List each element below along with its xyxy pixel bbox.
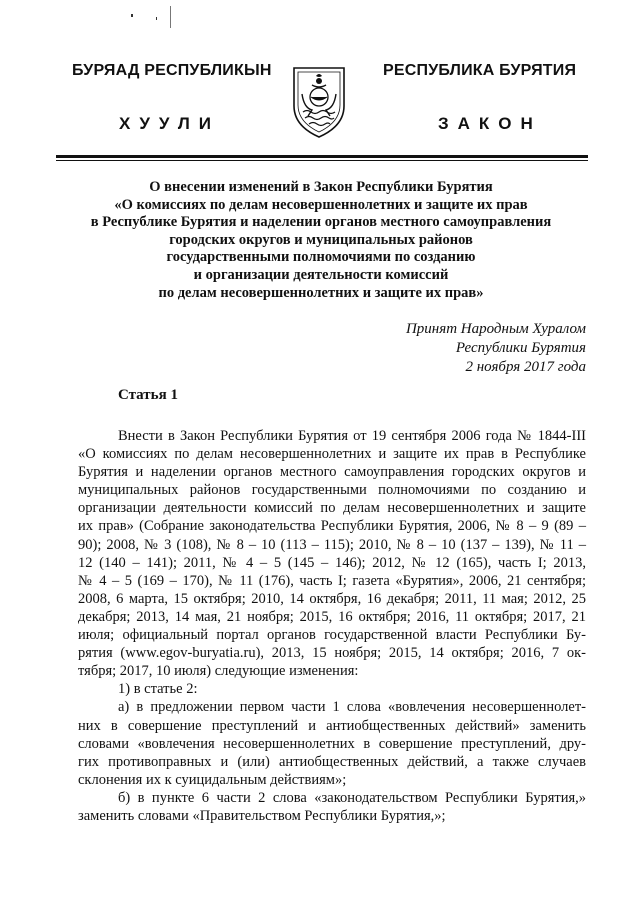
title-line: О внесении изменений в Закон Республики Бурятия [149,179,493,195]
coat-of-arms-icon [290,64,348,140]
body-line: б) в пункте 6 части 2 слова «законодательством Республики Бурятия,» [118,789,586,806]
adoption-line: 2 ноября 2017 года [465,359,586,375]
body-line: «О комиссиях по делам несовершеннолетних и защите их прав в Республике [78,446,586,463]
body-line: рятия (www.egov-buryatia.ru), 2013, 15 ноября; 2015, 14 октября; 2016, 7 ок- [78,645,586,662]
header-right-subtitle: ЗАКОН [438,114,542,133]
body-line: Внести в Закон Республики Бурятия от 19 сентября 2006 года № 1844-III [118,428,586,444]
body-line: организации деятельности комиссий по делам несовершеннолетних и защите [78,500,586,517]
title-line: и организации деятельности комиссий [193,266,449,283]
body-line: а) в предложении первом части 1 слова «вовлечения несовершеннолет- [118,699,586,716]
body-line: 12 (140 – 141); 2011, № 4 – 5 (145 – 146); 2012, № 12 (165), часть I; 2013, [78,554,586,571]
body-line: склонения их к суицидальным действиям»; [78,771,347,788]
header-left-title: БУРЯАД РЕСПУБЛИКЫН [72,62,272,79]
body-line: 90); 2008, № 3 (108), № 8 – 10 (113 – 115); 2010, № 8 – 10 (137 – 139), № 11 – [78,536,586,553]
adoption-line: Республики Бурятия [455,340,586,356]
article-body [78,427,586,825]
body-line: декабря; 2013, 14 мая, 21 ноября; 2015, 16 октября; 2016, 11 октября; 2017, 21 [78,608,586,625]
title-line: государственными полномочиями по созданию [166,249,476,266]
scan-speck [131,14,133,17]
body-line: тября; 2017, 10 июля) следующие изменения: [78,663,359,680]
title-line: в Республике Бурятия и наделении органов местного самоуправления [90,214,552,231]
body-line: них в совершение преступлений и антиобщественных действий» заменить [78,717,586,734]
article-heading: Статья 1 [118,387,178,403]
body-line: муниципальных районов государственными полномочиями по созданию и [78,482,586,499]
body-line: 2008, 6 марта, 15 октября; 2010, 14 октября, 16 декабря; 2011, 11 мая; 2012, 25 [78,590,586,607]
title-line: по делам несовершеннолетних и защите их прав» [158,284,484,301]
body-line: их прав» (Собрание законодательства Республики Бурятия, 2006, № 8 – 9 (89 – [78,518,586,535]
body-line: гих противоправных и (или) антиобщественных действий, а также случаев [78,753,586,770]
body-line: 1) в статье 2: [118,681,198,698]
body-line: словами «вовлечения несовершеннолетних в совершение преступлений, дру- [78,735,586,752]
header-left-subtitle: ХУУЛИ [119,114,220,133]
title-line: «О комиссиях по делам несовершеннолетних и защите их прав [114,196,528,213]
scan-speck [156,17,157,20]
law-title [70,179,572,302]
adoption-note [406,320,586,377]
body-line: Бурятия и наделении органов местного самоуправления городских округов и [78,464,586,481]
body-line: июля; официальный портал органов государственной власти Республики Бу- [78,627,586,644]
header-divider-thick [56,155,588,158]
header-divider-thin [56,160,588,161]
header-right-title: РЕСПУБЛИКА БУРЯТИЯ [383,62,577,79]
body-line: заменить словами «Правительством Республики Бурятия,»; [78,807,446,824]
scan-speck [170,6,171,28]
adoption-line: Принят Народным Хуралом [405,321,586,337]
title-line: городских округов и муниципальных районов [169,231,473,248]
body-line: № 4 – 5 (169 – 170), № 11 (176), часть I; газета «Бурятия», 2006, 21 сентября; [78,572,586,589]
